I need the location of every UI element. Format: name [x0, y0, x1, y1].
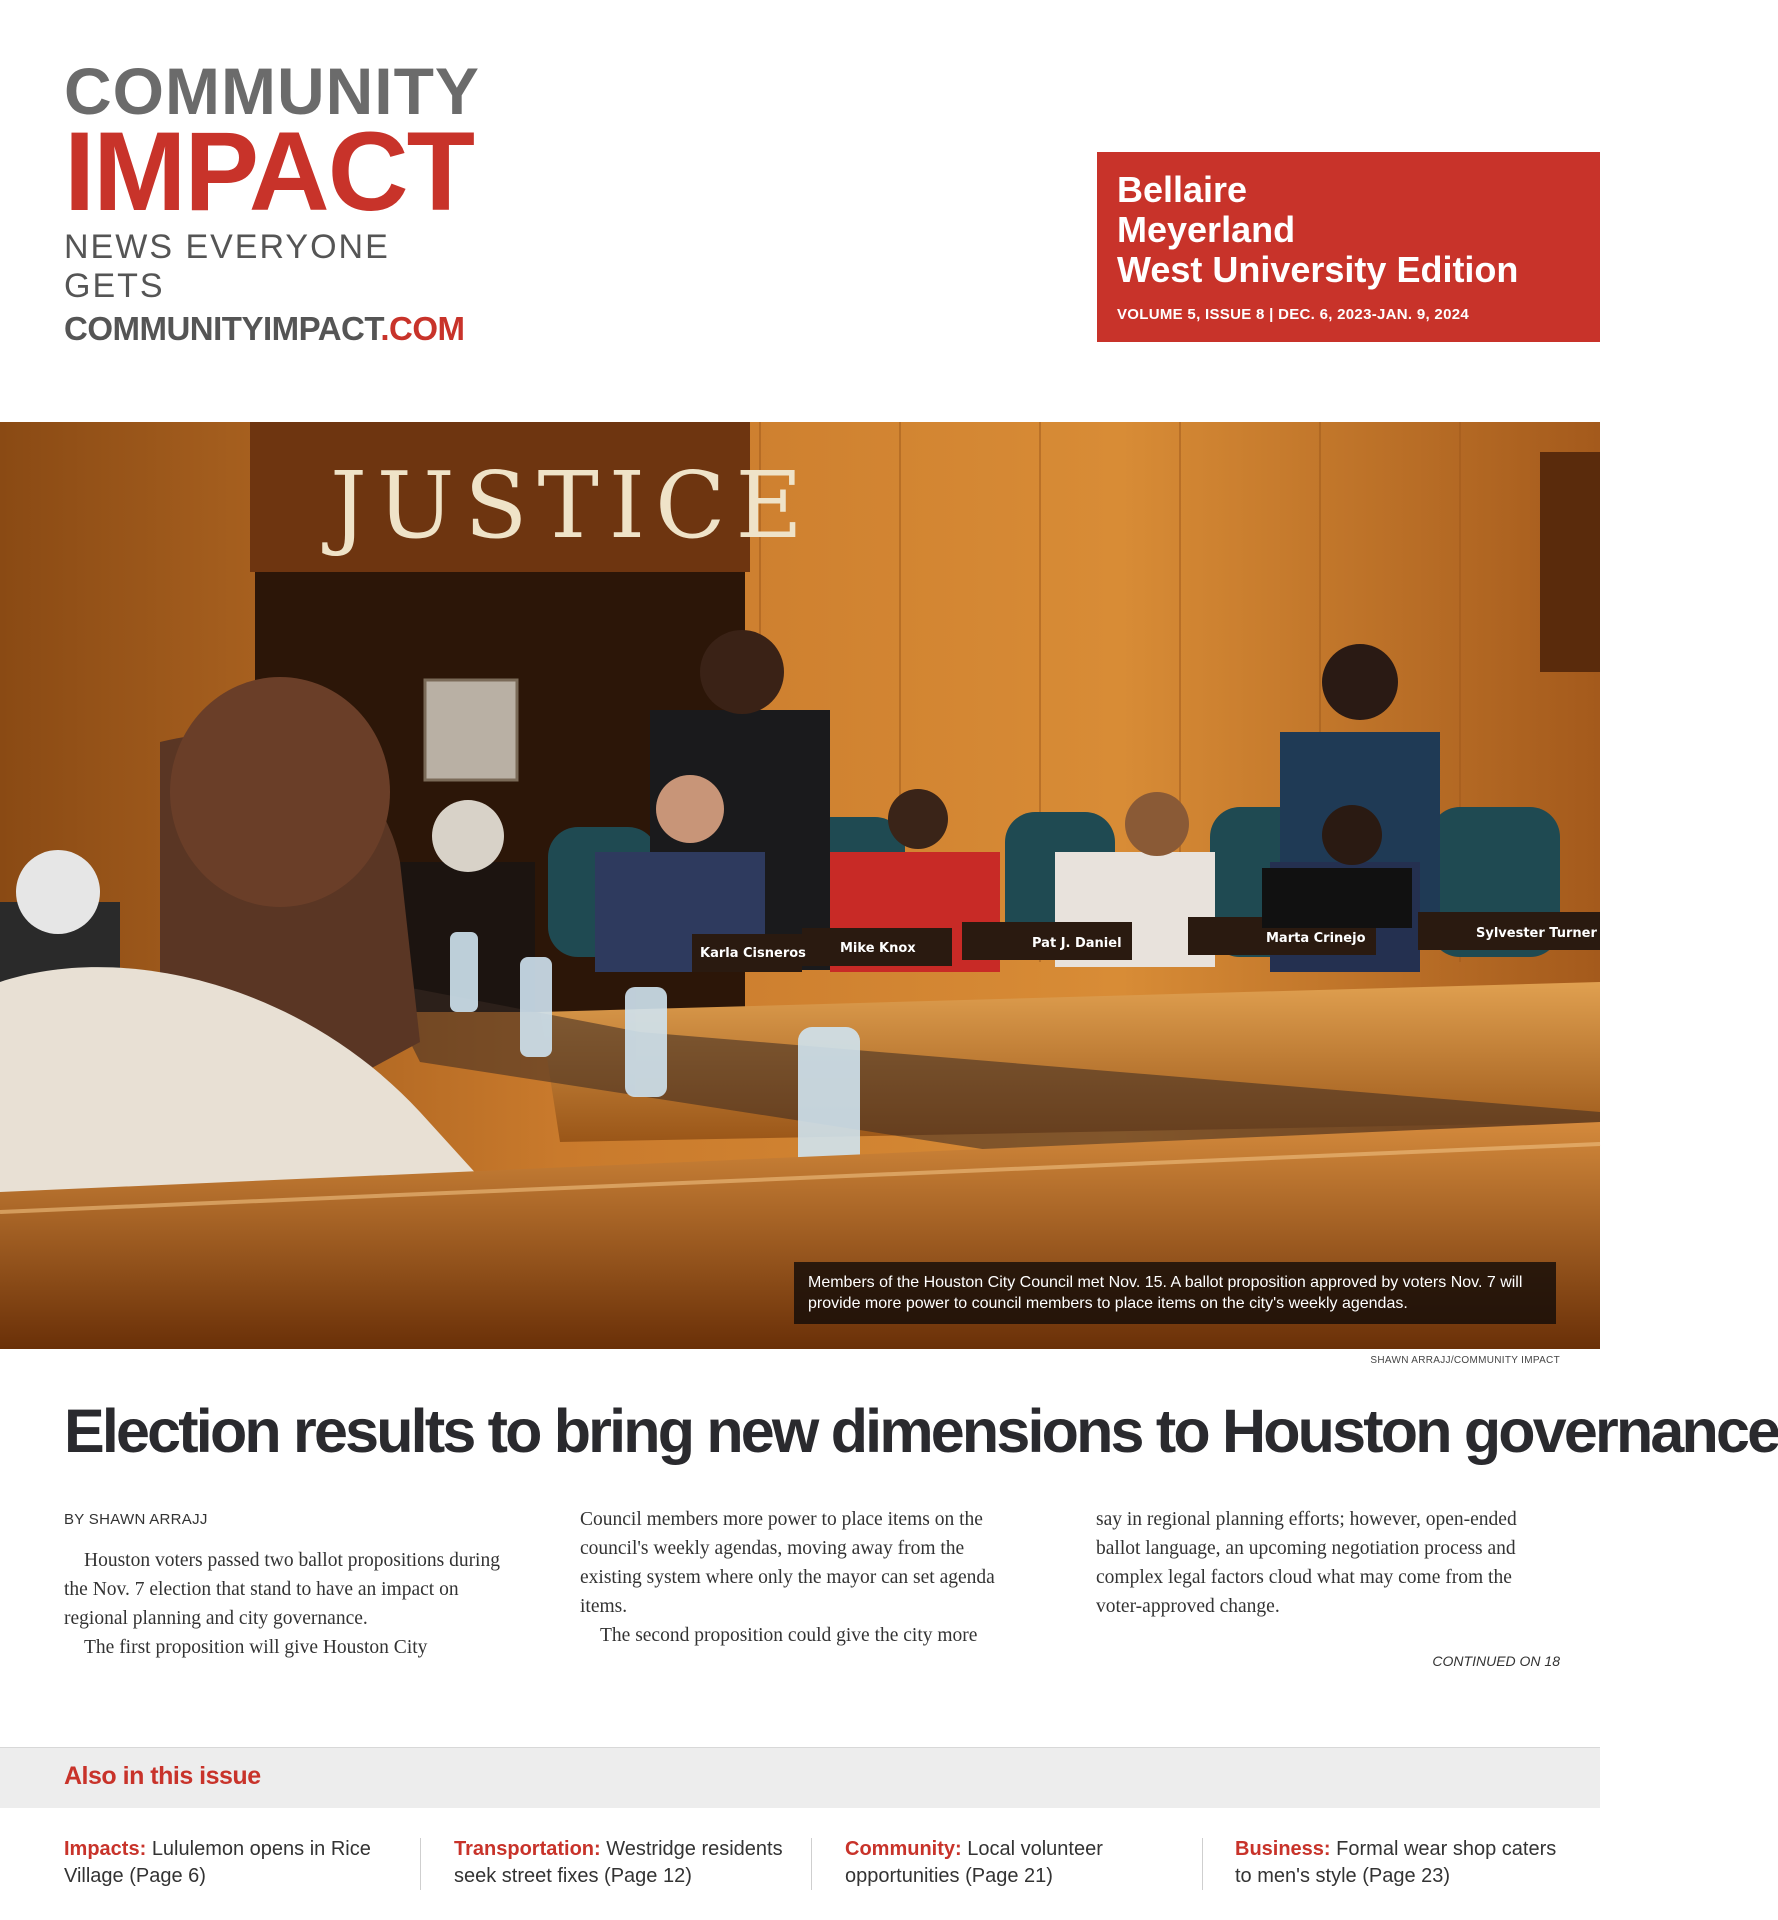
edition-line-3: West University Edition — [1117, 249, 1519, 290]
article-column-1 — [64, 1546, 514, 1662]
logo-community-word: COMMUNITY — [64, 54, 480, 128]
nameplate-5: Sylvester Turner — [1476, 926, 1597, 941]
paragraph: say in regional planning efforts; however, open-ended ballot language, an upcoming negotiation process and complex legal factors cloud what may come from the voter-approved change. — [1096, 1509, 1517, 1617]
teaser-text: Lululemon opens in Rice Village (Page 6) — [64, 1838, 371, 1887]
paragraph: Houston voters passed two ballot propositions during the Nov. 7 election that stand to have an impact on regional planning and city governance. — [64, 1550, 500, 1629]
edition-volume-date: VOLUME 5, ISSUE 8 | DEC. 6, 2023-JAN. 9, 2024 — [1117, 306, 1470, 323]
logo-impact-word: IMPACT — [64, 109, 473, 234]
council-photo — [0, 422, 1600, 1349]
teaser-impacts[interactable] — [64, 1836, 394, 1890]
nameplate-4: Marta Crinejo — [1266, 931, 1366, 946]
edition-line-1: Bellaire — [1117, 169, 1248, 210]
logo-tagline: NEWS EVERYONE GETS — [64, 228, 390, 305]
photo-caption: Members of the Houston City Council met Nov. 15. A ballot proposition approved by voters Nov. 7 will provide more power to council members to place items on the city's weekly agendas. — [794, 1262, 1556, 1324]
paragraph: The first proposition will give Houston City — [84, 1637, 428, 1658]
teaser-divider — [1202, 1838, 1203, 1890]
teaser-label: Transportation: — [454, 1838, 601, 1860]
nameplate-1: Karla Cisneros — [700, 946, 806, 961]
nameplate-3: Pat J. Daniel — [1032, 936, 1122, 951]
teaser-community[interactable] — [845, 1836, 1175, 1890]
teaser-label: Impacts: — [64, 1838, 147, 1860]
also-in-issue-title: Also in this issue — [64, 1762, 261, 1790]
nameplate-2: Mike Knox — [840, 941, 916, 956]
teaser-divider — [420, 1838, 421, 1890]
article-headline[interactable]: Election results to bring new dimensions to Houston governance — [64, 1397, 1778, 1465]
photo-credit: SHAWN ARRAJJ/COMMUNITY IMPACT — [1370, 1355, 1560, 1366]
justice-sign: JUSTICE — [330, 452, 813, 559]
paragraph: The second proposition could give the city more — [600, 1625, 978, 1646]
teaser-text: Local volunteer opportunities (Page 21) — [845, 1838, 1103, 1887]
continued-on-link[interactable]: CONTINUED ON 18 — [1432, 1653, 1560, 1669]
edition-banner — [1097, 152, 1600, 342]
website-suffix: .COM — [380, 310, 465, 347]
edition-line-2: Meyerland — [1117, 209, 1296, 250]
teaser-transportation[interactable] — [454, 1836, 784, 1890]
article-column-3 — [1096, 1505, 1546, 1621]
paragraph: Council members more power to place items on the council's weekly agendas, moving away from the existing system where only the mayor can set agenda items. — [580, 1509, 995, 1617]
teaser-label: Community: — [845, 1838, 962, 1860]
community-impact-logo[interactable] — [64, 54, 494, 306]
teaser-text: Formal wear shop caters to men's style (Page 23) — [1235, 1838, 1557, 1887]
website-link[interactable] — [64, 310, 465, 348]
website-main: COMMUNITYIMPACT — [64, 310, 381, 347]
teaser-business[interactable] — [1235, 1836, 1565, 1890]
teaser-text: Westridge residents seek street fixes (Page 12) — [454, 1838, 783, 1887]
teaser-label: Business: — [1235, 1838, 1331, 1860]
byline: BY SHAWN ARRAJJ — [64, 1511, 208, 1528]
teaser-divider — [811, 1838, 812, 1890]
article-column-2 — [580, 1505, 1030, 1650]
